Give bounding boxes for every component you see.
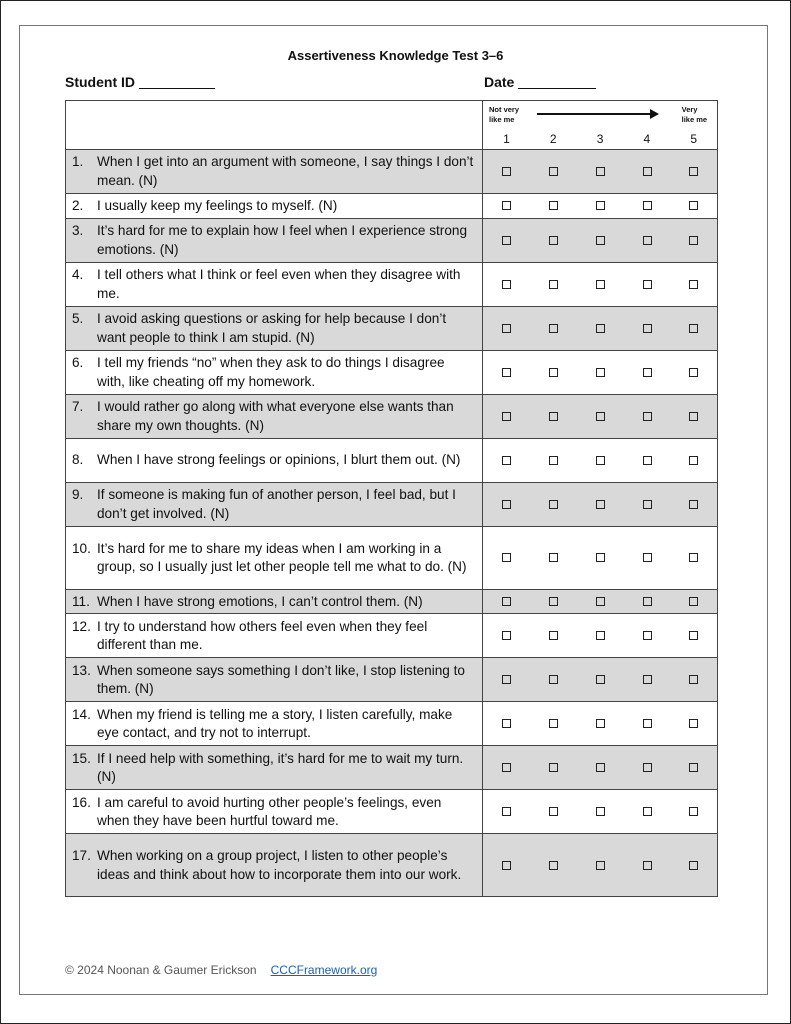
rating-cell <box>483 262 530 306</box>
question-cell <box>66 306 483 350</box>
date-blank[interactable] <box>518 74 596 89</box>
question-number: 1. <box>72 154 84 170</box>
rating-cell <box>671 702 718 746</box>
scale-low-line1: Not very <box>489 105 520 114</box>
question-text: If I need help with something, it’s hard for me to wait my turn. (N) <box>97 750 464 785</box>
rating-checkbox[interactable] <box>596 280 605 289</box>
question-row <box>66 614 718 658</box>
question-number: 8. <box>72 452 84 468</box>
question-row <box>66 526 718 589</box>
rating-cell <box>624 702 671 746</box>
rating-checkbox[interactable] <box>596 763 605 772</box>
question-cell <box>66 746 483 790</box>
rating-cell <box>624 394 671 438</box>
question-row <box>66 262 718 306</box>
question-cell <box>66 526 483 589</box>
rating-cell <box>483 438 530 482</box>
rating-cell <box>624 262 671 306</box>
question-row <box>66 746 718 790</box>
question-cell <box>66 589 483 614</box>
rating-cell <box>530 658 577 702</box>
question-row <box>66 790 718 834</box>
question-cell <box>66 482 483 526</box>
question-text: When I get into an argument with someone, I say things I don’t mean. (N) <box>97 154 474 188</box>
arrow-right-icon <box>537 113 651 115</box>
question-text: When I have strong emotions, I can’t control them. (N) <box>97 593 423 609</box>
rating-checkbox[interactable] <box>596 412 605 421</box>
question-number: 10. <box>72 540 91 556</box>
rating-cell <box>671 746 718 790</box>
question-row <box>66 658 718 702</box>
question-number: 12. <box>72 618 91 634</box>
rating-cell <box>530 834 577 897</box>
rating-checkbox[interactable] <box>596 631 605 640</box>
rating-checkbox[interactable] <box>502 500 511 509</box>
rating-checkbox[interactable] <box>596 675 605 684</box>
rating-cell <box>624 614 671 658</box>
rating-checkbox[interactable] <box>643 280 652 289</box>
rating-cell <box>671 194 718 219</box>
rating-checkbox[interactable] <box>502 368 511 377</box>
question-cell <box>66 438 483 482</box>
rating-checkbox[interactable] <box>502 236 511 245</box>
rating-checkbox[interactable] <box>502 167 511 176</box>
rating-checkbox[interactable] <box>596 456 605 465</box>
rating-checkbox[interactable] <box>596 236 605 245</box>
rating-checkbox[interactable] <box>549 412 558 421</box>
rating-checkbox[interactable] <box>502 861 511 870</box>
rating-checkbox[interactable] <box>502 675 511 684</box>
question-cell <box>66 350 483 394</box>
question-row <box>66 589 718 614</box>
question-number: 9. <box>72 487 84 502</box>
rating-checkbox[interactable] <box>643 236 652 245</box>
rating-checkbox[interactable] <box>502 597 511 606</box>
rating-cell <box>671 150 718 194</box>
question-number: 17. <box>72 848 91 864</box>
rating-checkbox[interactable] <box>549 763 558 772</box>
question-row <box>66 482 718 526</box>
question-cell <box>66 658 483 702</box>
rating-checkbox[interactable] <box>502 763 511 772</box>
question-text: When my friend is telling me a story, I listen carefully, make eye contact, and try not to interrupt. <box>97 706 453 741</box>
question-number: 16. <box>72 794 91 810</box>
rating-cell <box>530 702 577 746</box>
rating-checkbox[interactable] <box>643 553 652 562</box>
rating-checkbox[interactable] <box>549 280 558 289</box>
rating-cell <box>624 658 671 702</box>
scale-low-line2: like me <box>489 115 515 124</box>
question-text: It’s hard for me to explain how I feel when I experience strong emotions. (N) <box>97 223 468 257</box>
rating-cell <box>483 150 530 194</box>
rating-checkbox[interactable] <box>689 236 698 245</box>
rating-cell <box>671 482 718 526</box>
question-row <box>66 438 718 482</box>
question-cell <box>66 834 483 897</box>
rating-cell <box>577 306 624 350</box>
question-number: 15. <box>72 750 91 766</box>
rating-cell <box>671 790 718 834</box>
rating-cell <box>483 526 530 589</box>
rating-checkbox[interactable] <box>549 201 558 210</box>
rating-cell <box>530 306 577 350</box>
question-cell <box>66 394 483 438</box>
rating-cell <box>483 306 530 350</box>
rating-cell <box>577 350 624 394</box>
rating-cell <box>624 438 671 482</box>
rating-checkbox[interactable] <box>689 861 698 870</box>
scale-header-row <box>66 101 718 150</box>
rating-cell <box>483 218 530 262</box>
rating-checkbox[interactable] <box>549 456 558 465</box>
rating-cell <box>483 834 530 897</box>
rating-checkbox[interactable] <box>549 807 558 816</box>
question-text: I try to understand how others feel even when they feel different than me. <box>97 618 428 653</box>
rating-checkbox[interactable] <box>689 719 698 728</box>
rating-cell <box>624 482 671 526</box>
rating-cell <box>624 306 671 350</box>
rating-cell <box>671 614 718 658</box>
rating-cell <box>577 834 624 897</box>
question-text: When working on a group project, I listen to other people’s ideas and think about how to incorporate them into our work. <box>97 848 462 882</box>
rating-checkbox[interactable] <box>549 597 558 606</box>
question-number: 11. <box>72 593 90 609</box>
question-row <box>66 194 718 219</box>
question-cell <box>66 150 483 194</box>
question-row <box>66 306 718 350</box>
rating-cell <box>624 526 671 589</box>
question-cell <box>66 218 483 262</box>
rating-cell <box>483 702 530 746</box>
framework-link[interactable]: CCCFramework.org <box>270 963 378 977</box>
rating-cell <box>530 438 577 482</box>
question-row <box>66 834 718 897</box>
question-cell <box>66 702 483 746</box>
rating-cell <box>483 589 530 614</box>
rating-cell <box>530 394 577 438</box>
rating-cell <box>530 589 577 614</box>
rating-cell <box>624 218 671 262</box>
rating-checkbox[interactable] <box>549 631 558 640</box>
rating-cell <box>483 658 530 702</box>
question-row <box>66 150 718 194</box>
rating-cell <box>577 702 624 746</box>
scale-numbers <box>483 132 717 146</box>
rating-cell <box>483 394 530 438</box>
rating-cell <box>530 790 577 834</box>
rating-checkbox[interactable] <box>643 456 652 465</box>
rating-cell <box>577 150 624 194</box>
scale-low-label <box>489 105 519 125</box>
question-row <box>66 350 718 394</box>
question-text: I usually keep my feelings to myself. (N) <box>97 198 338 213</box>
rating-checkbox[interactable] <box>502 324 511 333</box>
question-cell <box>66 262 483 306</box>
rating-checkbox[interactable] <box>643 675 652 684</box>
header-blank-cell <box>66 101 483 150</box>
rating-cell <box>530 218 577 262</box>
rating-checkbox[interactable] <box>502 719 511 728</box>
rating-checkbox[interactable] <box>596 553 605 562</box>
rating-cell <box>671 262 718 306</box>
rating-checkbox[interactable] <box>643 500 652 509</box>
student-id-blank[interactable] <box>139 74 215 89</box>
rating-cell <box>530 350 577 394</box>
copyright-text: © 2024 Noonan & Gaumer Erickson <box>65 963 257 977</box>
scale-number: 1 <box>503 132 510 146</box>
rating-checkbox[interactable] <box>502 201 511 210</box>
rating-cell <box>483 614 530 658</box>
rating-checkbox[interactable] <box>549 861 558 870</box>
rating-cell <box>624 350 671 394</box>
question-row <box>66 218 718 262</box>
rating-cell <box>624 834 671 897</box>
rating-cell <box>530 194 577 219</box>
question-text: I tell my friends “no” when they ask to do things I disagree with, like cheating off my homework. <box>97 355 445 389</box>
rating-checkbox[interactable] <box>689 631 698 640</box>
question-text: When I have strong feelings or opinions, I blurt them out. (N) <box>97 452 461 468</box>
rating-cell <box>577 614 624 658</box>
rating-cell <box>577 194 624 219</box>
rating-checkbox[interactable] <box>502 631 511 640</box>
student-id-field <box>65 74 215 90</box>
rating-checkbox[interactable] <box>643 201 652 210</box>
scale-number: 3 <box>596 132 604 146</box>
question-text: I am careful to avoid hurting other people’s feelings, even when they have been hurtful toward me. <box>97 794 442 829</box>
rating-checkbox[interactable] <box>502 280 511 289</box>
rating-checkbox[interactable] <box>596 807 605 816</box>
question-number: 3. <box>72 223 84 238</box>
rating-cell <box>530 482 577 526</box>
question-row <box>66 702 718 746</box>
rating-cell <box>624 150 671 194</box>
rating-checkbox[interactable] <box>596 597 605 606</box>
rating-checkbox[interactable] <box>643 368 652 377</box>
rating-checkbox[interactable] <box>549 236 558 245</box>
rating-cell <box>483 790 530 834</box>
rating-cell <box>530 746 577 790</box>
question-number: 6. <box>72 355 84 370</box>
date-label: Date <box>484 74 515 90</box>
rating-checkbox[interactable] <box>549 167 558 176</box>
scale-number: 5 <box>690 132 697 146</box>
question-number: 14. <box>72 706 91 722</box>
question-number: 4. <box>72 267 84 282</box>
rating-checkbox[interactable] <box>689 456 698 465</box>
rating-cell <box>577 394 624 438</box>
rating-cell <box>671 394 718 438</box>
rating-cell <box>530 614 577 658</box>
question-cell <box>66 194 483 219</box>
date-field <box>484 74 596 90</box>
question-cell <box>66 614 483 658</box>
rating-checkbox[interactable] <box>689 412 698 421</box>
rating-cell <box>577 482 624 526</box>
rating-checkbox[interactable] <box>549 500 558 509</box>
rating-checkbox[interactable] <box>549 675 558 684</box>
rating-checkbox[interactable] <box>596 167 605 176</box>
survey-table <box>65 100 718 897</box>
rating-checkbox[interactable] <box>502 456 511 465</box>
rating-checkbox[interactable] <box>643 597 652 606</box>
rating-cell <box>671 834 718 897</box>
rating-cell <box>483 482 530 526</box>
rating-checkbox[interactable] <box>596 861 605 870</box>
question-text: If someone is making fun of another person, I feel bad, but I don’t get involved. (N) <box>97 487 456 521</box>
rating-cell <box>671 658 718 702</box>
rating-checkbox[interactable] <box>596 324 605 333</box>
rating-cell <box>577 790 624 834</box>
scale-header <box>483 101 718 150</box>
rating-checkbox[interactable] <box>689 167 698 176</box>
question-number: 7. <box>72 399 84 414</box>
rating-cell <box>483 350 530 394</box>
rating-checkbox[interactable] <box>689 500 698 509</box>
rating-checkbox[interactable] <box>549 553 558 562</box>
rating-cell <box>624 746 671 790</box>
rating-checkbox[interactable] <box>689 280 698 289</box>
rating-checkbox[interactable] <box>689 763 698 772</box>
rating-cell <box>577 658 624 702</box>
question-text: When someone says something I don’t like, I stop listening to them. (N) <box>97 662 465 697</box>
rating-cell <box>671 438 718 482</box>
rating-checkbox[interactable] <box>643 631 652 640</box>
rating-cell <box>671 526 718 589</box>
rating-cell <box>577 438 624 482</box>
question-text: I avoid asking questions or asking for help because I don’t want people to think I am stupid. (N) <box>97 311 447 345</box>
rating-checkbox[interactable] <box>596 368 605 377</box>
rating-cell <box>530 526 577 589</box>
rating-checkbox[interactable] <box>502 412 511 421</box>
rating-cell <box>577 526 624 589</box>
scale-high-label <box>682 105 707 125</box>
rating-checkbox[interactable] <box>689 324 698 333</box>
rating-checkbox[interactable] <box>549 719 558 728</box>
question-number: 2. <box>72 198 84 213</box>
rating-cell <box>671 589 718 614</box>
scale-number: 4 <box>643 132 651 146</box>
scale-high-line1: Very <box>681 105 698 114</box>
rating-cell <box>577 218 624 262</box>
rating-checkbox[interactable] <box>549 324 558 333</box>
rating-checkbox[interactable] <box>502 807 511 816</box>
rating-checkbox[interactable] <box>596 719 605 728</box>
rating-checkbox[interactable] <box>643 167 652 176</box>
rating-checkbox[interactable] <box>549 368 558 377</box>
rating-cell <box>530 262 577 306</box>
rating-checkbox[interactable] <box>643 807 652 816</box>
rating-checkbox[interactable] <box>689 597 698 606</box>
rating-checkbox[interactable] <box>689 675 698 684</box>
rating-cell <box>577 262 624 306</box>
rating-cell <box>577 746 624 790</box>
rating-cell <box>624 194 671 219</box>
rating-checkbox[interactable] <box>643 324 652 333</box>
scale-high-line2: like me <box>681 115 708 124</box>
page-title: Assertiveness Knowledge Test 3–6 <box>287 48 504 63</box>
rating-checkbox[interactable] <box>689 807 698 816</box>
rating-checkbox[interactable] <box>643 719 652 728</box>
rating-checkbox[interactable] <box>643 763 652 772</box>
rating-cell <box>483 746 530 790</box>
question-number: 13. <box>72 662 91 678</box>
rating-checkbox[interactable] <box>596 500 605 509</box>
rating-cell <box>671 218 718 262</box>
rating-cell <box>483 194 530 219</box>
question-text: I tell others what I think or feel even when they disagree with me. <box>97 267 461 301</box>
rating-checkbox[interactable] <box>502 553 511 562</box>
question-text: I would rather go along with what everyone else wants than share my own thoughts. (N) <box>97 399 454 433</box>
rating-cell <box>624 790 671 834</box>
rating-checkbox[interactable] <box>643 412 652 421</box>
rating-cell <box>624 589 671 614</box>
question-text: It’s hard for me to share my ideas when I am working in a group, so I usually just let other people tell me what to do. (N) <box>97 540 467 575</box>
footer <box>65 963 377 977</box>
rating-cell <box>671 350 718 394</box>
question-number: 5. <box>72 311 84 326</box>
question-cell <box>66 790 483 834</box>
rating-cell <box>577 589 624 614</box>
rating-checkbox[interactable] <box>596 201 605 210</box>
rating-checkbox[interactable] <box>689 368 698 377</box>
student-id-label: Student ID <box>65 74 135 90</box>
rating-checkbox[interactable] <box>643 861 652 870</box>
rating-checkbox[interactable] <box>689 553 698 562</box>
rating-checkbox[interactable] <box>689 201 698 210</box>
rating-cell <box>530 150 577 194</box>
question-row <box>66 394 718 438</box>
scale-number: 2 <box>549 132 557 146</box>
rating-cell <box>671 306 718 350</box>
